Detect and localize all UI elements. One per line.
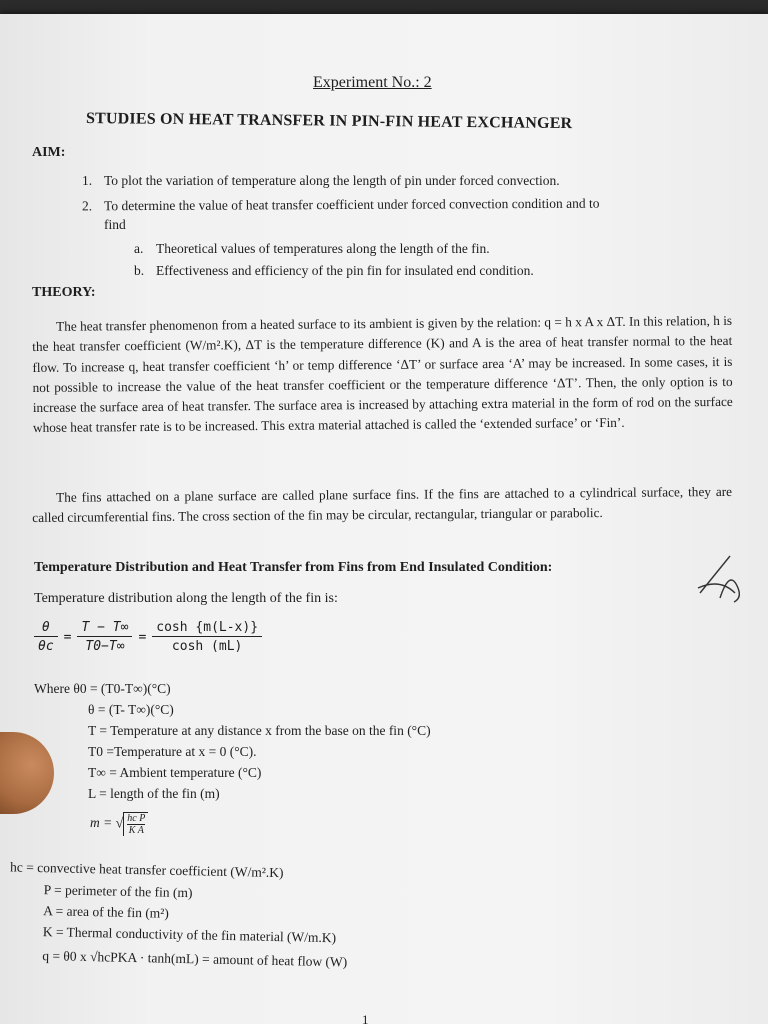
temp-distribution-text: Temperature distribution along the length of the fin is: — [34, 591, 338, 606]
definition-T: T = Temperature at any distance x from the base on the fin (°C) — [88, 723, 431, 738]
aim-item-1: 1. To plot the variation of temperature along the length of pin under forced convection. — [82, 173, 560, 188]
handwritten-signature — [690, 548, 750, 608]
definition-Tinf: T∞ = Ambient temperature (°C) — [88, 765, 262, 780]
definition-T0: T0 =Temperature at x = 0 (°C). — [88, 744, 257, 759]
experiment-number: Experiment No.: 2 — [313, 74, 432, 91]
aim-heading: AIM: — [32, 145, 66, 160]
definition-theta0: Where θ0 = (T0-T∞)(°C) — [34, 681, 171, 696]
definition-theta: θ = (T- T∞)(°C) — [88, 702, 174, 717]
aim-subitem-a: a. Theoretical values of temperatures along the length of the fin. — [134, 241, 490, 256]
formula-fraction-1: $\frac{\theta}{\theta c}$ — [34, 620, 58, 654]
finger-photo-artifact — [0, 732, 54, 814]
aim-subitem-b: b. Effectiveness and efficiency of the pin fin for insulated end condition. — [134, 263, 534, 278]
temperature-formula: $\frac{\theta}{\theta c}$ = $\frac{T - T\infty}{T0-T\infty}$ = $\frac{\cosh \{m(L-x)\}}{\cosh (mL)}$ — [34, 620, 268, 654]
page-number: 1 — [362, 1012, 369, 1024]
document-title: STUDIES ON HEAT TRANSFER IN PIN-FIN HEAT EXCHANGER — [85, 110, 573, 133]
formula-fraction-3: $\frac{\cosh \{m(L-x)\}}{\cosh (mL)}$ — [152, 620, 262, 654]
formula-fraction-2: $\frac{T - T\infty}{T0-T\infty}$ — [77, 620, 132, 654]
theory-heading: THEORY: — [32, 285, 96, 300]
aim-item-2: 2. To determine the value of heat transfer coefficient under forced convection condition and to — [81, 195, 600, 214]
temperature-distribution-heading: Temperature Distribution and Heat Transfer from Fins from End Insulated Condition: — [34, 560, 553, 575]
definition-K: K = Thermal conductivity of the fin material (W/m.K) — [42, 924, 337, 946]
document-page — [0, 14, 768, 1024]
aim-item-2-cont: find — [104, 217, 126, 232]
theory-paragraph-2: The fins attached on a plane surface are called plane surface fins. If the fins are attached to a cylindrical surface, they are called circumferential fins. The cross section of the fin may be circular, rectangular, triangular or parabolic. — [32, 483, 733, 526]
theory-paragraph-1: The heat transfer phenomenon from a heated surface to its ambient is given by the relation: q = h x A x ΔT. In this relation, h is the heat transfer coefficient (W/m².K), ΔT is the temperature difference (K) and A is the area of heat transfer normal to the heat flow. To increase q, heat transfer coefficient ‘h’ or temp difference ‘ΔT’ or surface area ‘A’ may be increased. In some cases, it is not possible to increase the value of the heat transfer coefficient or the temperature difference ‘ΔT’. Then, the only option is to increase the surface area of heat transfer. The surface area is increased by attaching extra material in the form of rod on the surface whose heat transfer rate is to be increased. This extra material attached is called the ‘extended surface’ or ‘Fin’. — [32, 312, 733, 436]
heat-flow-formula: q = θ0 x √hcPKA · tanh(mL) = amount of heat flow (W) — [42, 948, 348, 970]
m-formula: m = √ $\frac{\text{hc P}}{\text{K A}}$ — [90, 812, 148, 836]
definition-L: L = length of the fin (m) — [88, 786, 220, 801]
definition-A: A = area of the fin (m²) — [43, 903, 169, 921]
definition-hc: hc = convective heat transfer coefficient (W/m².K) — [9, 859, 284, 881]
definition-P: P = perimeter of the fin (m) — [43, 882, 193, 901]
